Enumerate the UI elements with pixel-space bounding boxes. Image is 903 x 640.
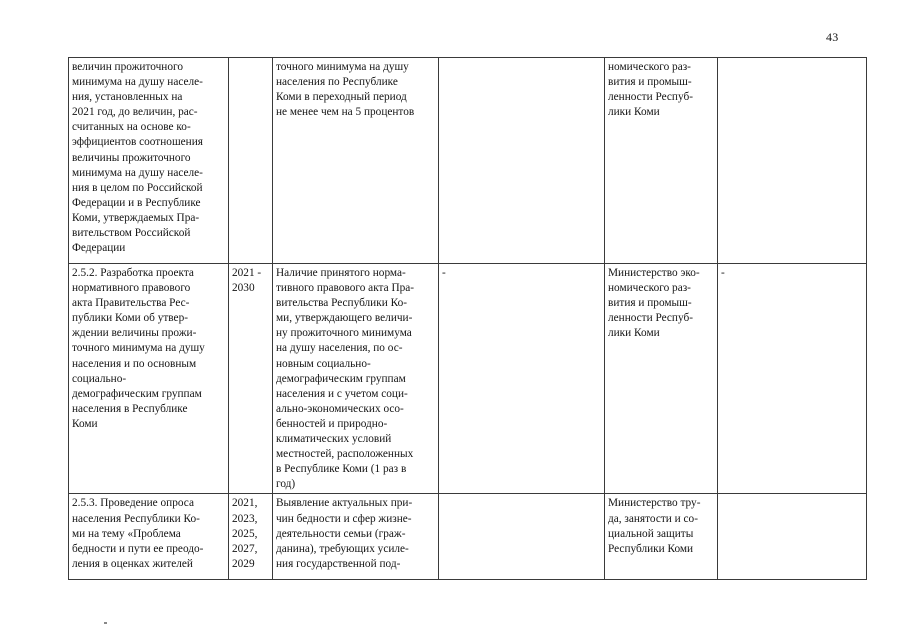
column-6-cell (718, 264, 867, 494)
page-number: 43 (826, 30, 839, 44)
task-cell (69, 494, 229, 580)
period-text: 2021, 2023, 2025, 2027, 2029 (232, 497, 258, 570)
result-cell (273, 264, 439, 494)
column-4-cell (439, 264, 605, 494)
column-6-text: - (721, 267, 725, 279)
task-cell (69, 264, 229, 494)
responsible-cell (605, 264, 718, 494)
task-text: 2.5.2. Разработка проекта нормативного правового акта Правительства Рес- публики Коми об утвер- ждении величины прожи- точного минимума на душу населения и по основным социально- демографическим группам населения в Республике Коми (72, 267, 205, 430)
column-4-text: - (442, 267, 446, 279)
task-text: 2.5.3. Проведение опроса населения Республики Ко- ми на тему «Проблема бедности и пути ее преодо- ления в оценках жителей (72, 497, 204, 570)
table-row (69, 494, 867, 580)
measures-table (68, 57, 867, 580)
task-text: величин прожиточного минимума на душу населе- ния, установленных на 2021 год, до величин, рас- считанных на основе ко- эффициентов соотношения величины прожиточного минимума на душу населе- ния в целом по Российской Федерации и в Республике Коми, утверждаемых Пра- вительством Российской Федерации (72, 61, 203, 255)
period-text: 2021 - 2030 (232, 267, 262, 295)
result-cell (273, 58, 439, 264)
responsible-text: Министерство тру- да, занятости и со- циальной защиты Республики Коми (608, 497, 701, 555)
responsible-cell (605, 58, 718, 264)
column-6-cell (718, 494, 867, 580)
responsible-text: номического раз- вития и промыш- ленности Респуб- лики Коми (608, 61, 693, 119)
table-row (69, 264, 867, 494)
result-text: Наличие принятого норма- тивного правового акта Пра- вительства Республики Ко- ми, утверждающего величи- ну прожиточного минимума на душу населения, по ос- новным социально- демографическим группам населения и с учетом соци- ально-экономических осо- бенностей и природно- климатических условий местностей, расположенных в Республике Коми (1 раз в год) (276, 267, 415, 491)
column-4-cell (439, 494, 605, 580)
column-6-cell (718, 58, 867, 264)
column-4-cell (439, 58, 605, 264)
responsible-cell (605, 494, 718, 580)
responsible-text: Министерство эко- номического раз- вития и промыш- ленности Респуб- лики Коми (608, 267, 700, 340)
table-row (69, 58, 867, 264)
result-text: точного минимума на душу населения по Республике Коми в переходный период не менее чем на 5 процентов (276, 61, 415, 119)
result-text: Выявление актуальных при- чин бедности и сфер жизне- деятельности семьи (граж- данина), требующих усиле- ния государственной под- (276, 497, 413, 570)
result-cell (273, 494, 439, 580)
period-cell (229, 494, 273, 580)
period-cell (229, 58, 273, 264)
scan-speck (104, 622, 107, 624)
period-cell (229, 264, 273, 494)
task-cell (69, 58, 229, 264)
